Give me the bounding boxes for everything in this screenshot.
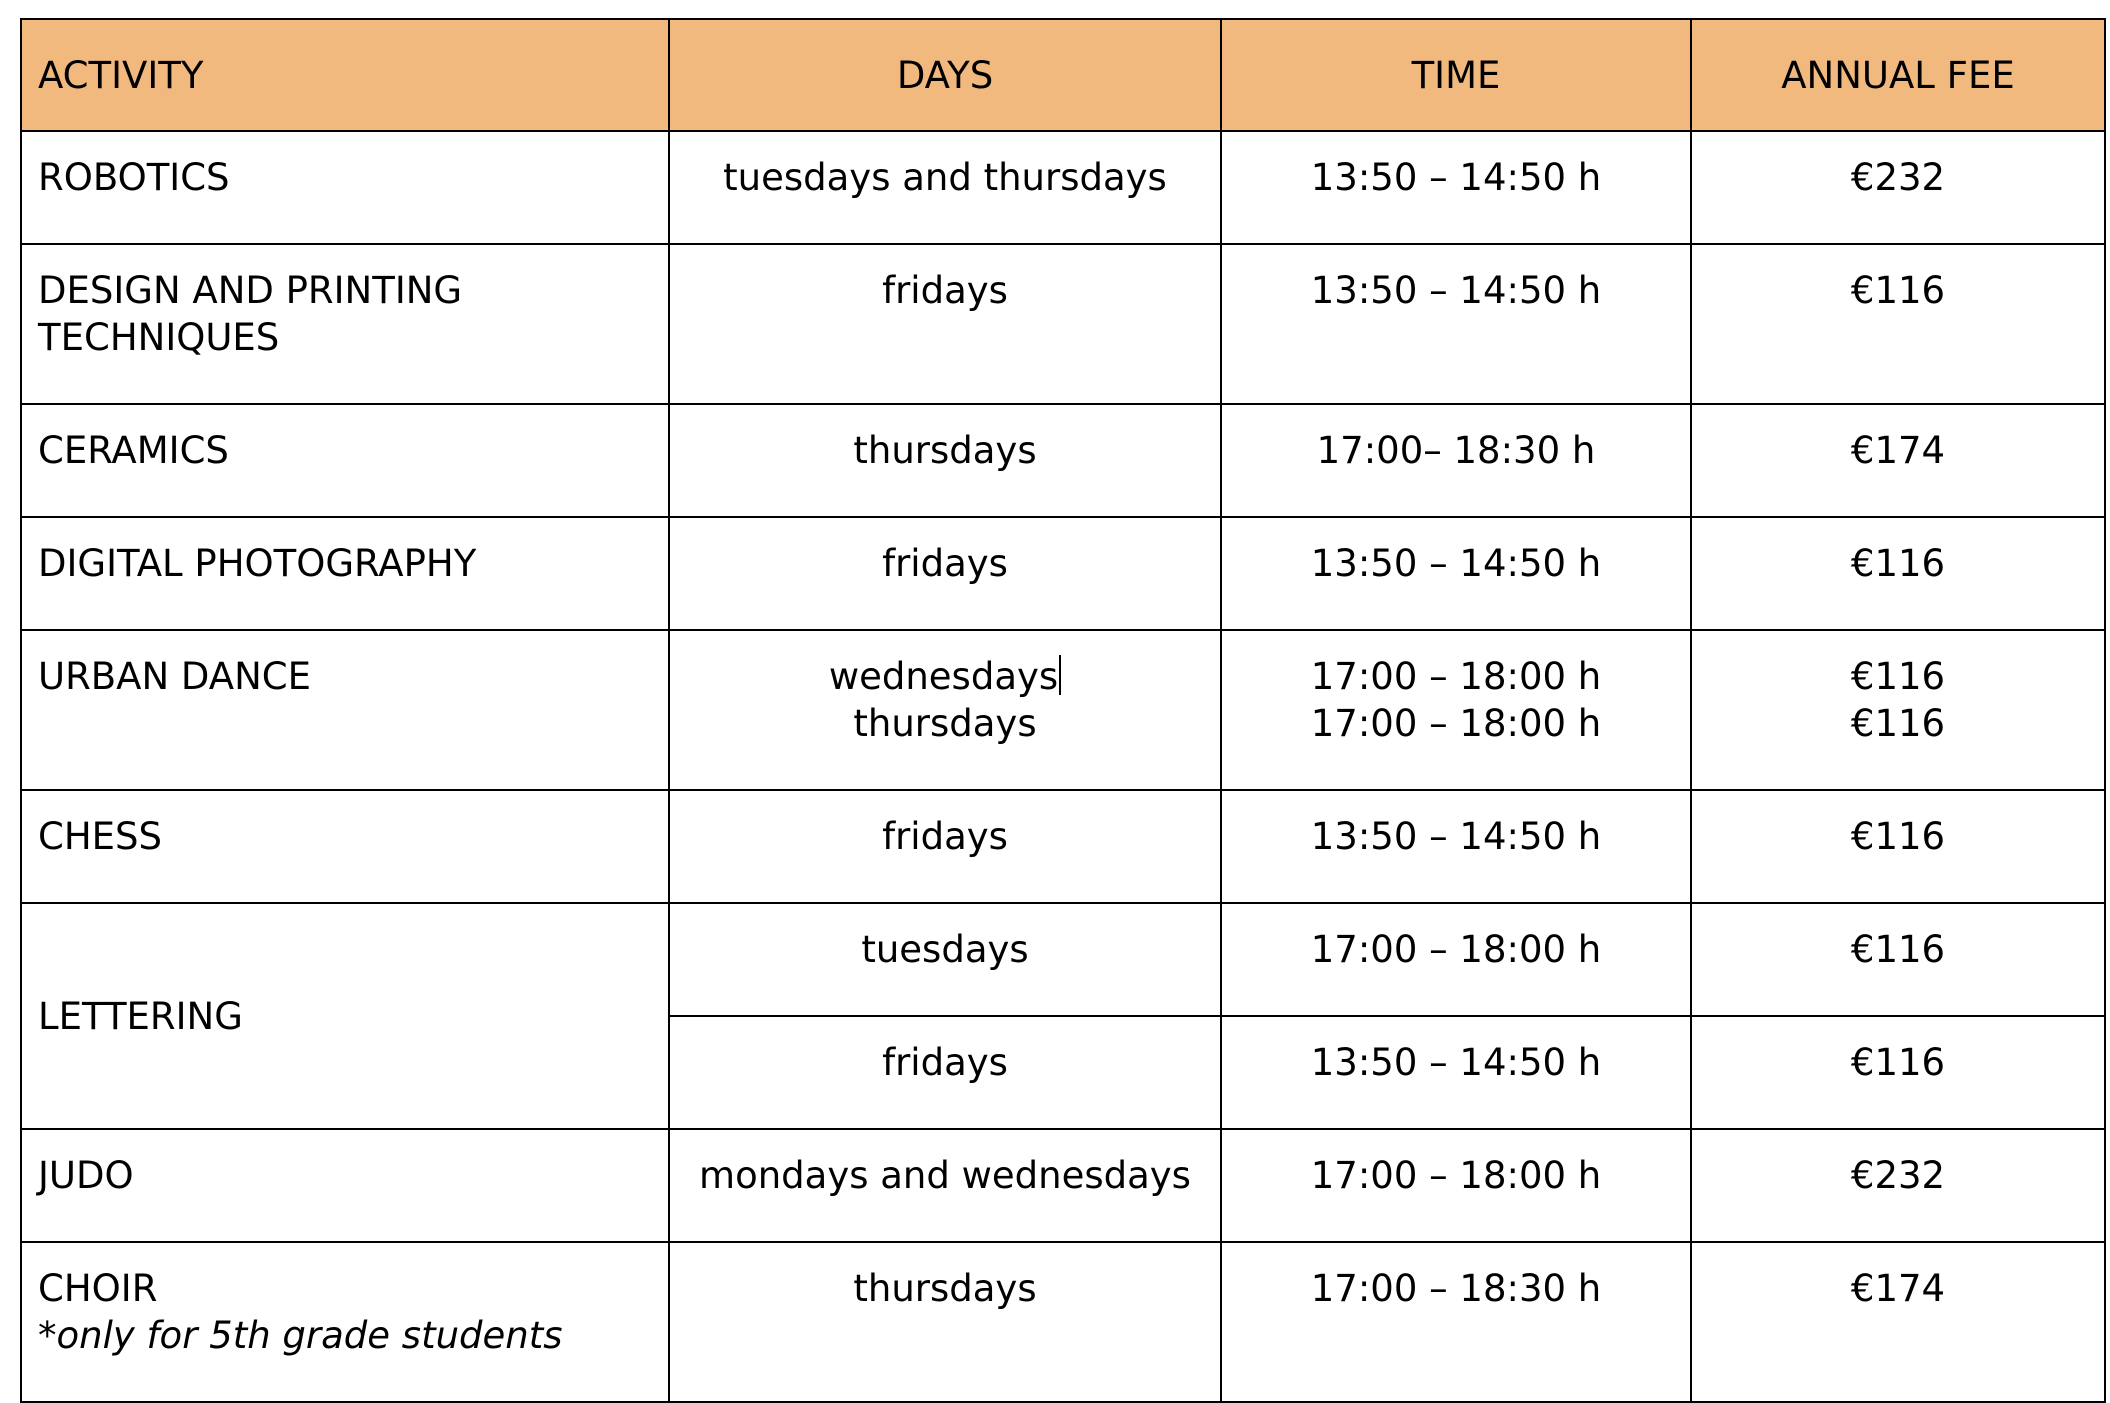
table-row [21,630,2105,790]
time-cell: 17:00 – 18:00 h [1221,903,1691,1016]
activities-schedule-table [20,18,2106,1403]
table-row [21,903,2105,1016]
days-cell: fridays [669,790,1221,903]
days-line [686,653,1204,700]
time-cell: 17:00– 18:30 h [1221,404,1691,517]
fee-cell: €174 [1691,404,2105,517]
table-row [21,404,2105,517]
activity-cell: CHESS [21,790,669,903]
time-cell: 13:50 – 14:50 h [1221,1016,1691,1129]
activity-note: *only for 5th grade students [38,1314,563,1357]
days-cell: mondays and wednesdays [669,1129,1221,1242]
time-cell [1221,630,1691,790]
time-cell: 13:50 – 14:50 h [1221,131,1691,244]
activity-label: DESIGN AND PRINTING TECHNIQUES [38,269,463,359]
fee-cell: €174 [1691,1242,2105,1402]
fee-cell: €116 [1691,903,2105,1016]
header-time: TIME [1221,19,1691,131]
activity-cell: JUDO [21,1129,669,1242]
activity-cell: CERAMICS [21,404,669,517]
days-line: thursdays [853,702,1037,745]
table-row [21,1129,2105,1242]
header-row [21,19,2105,131]
table-row [21,1242,2105,1402]
table-header [21,19,2105,131]
table-body [21,131,2105,1402]
fee-cell: €232 [1691,131,2105,244]
days-cell [669,630,1221,790]
fee-cell: €116 [1691,790,2105,903]
days-text: wednesdays [828,655,1059,698]
days-cell: tuesdays [669,903,1221,1016]
table-row [21,790,2105,903]
time-cell: 17:00 – 18:00 h [1221,1129,1691,1242]
fee-cell [1691,630,2105,790]
days-cell: fridays [669,244,1221,404]
time-cell: 13:50 – 14:50 h [1221,244,1691,404]
header-annual-fee: ANNUAL FEE [1691,19,2105,131]
table-row [21,131,2105,244]
activity-cell: LETTERING [21,903,669,1129]
header-activity: ACTIVITY [21,19,669,131]
activity-cell: ROBOTICS [21,131,669,244]
fee-line: €116 [1850,655,1946,698]
fee-cell: €116 [1691,517,2105,630]
activity-cell [21,1242,669,1402]
activity-cell: URBAN DANCE [21,630,669,790]
activity-label: CHOIR [38,1267,158,1310]
header-days: DAYS [669,19,1221,131]
time-line: 17:00 – 18:00 h [1310,655,1602,698]
days-cell: tuesdays and thursdays [669,131,1221,244]
time-cell: 13:50 – 14:50 h [1221,790,1691,903]
fee-cell: €116 [1691,244,2105,404]
time-cell: 13:50 – 14:50 h [1221,517,1691,630]
activity-cell: DIGITAL PHOTOGRAPHY [21,517,669,630]
table-row [21,517,2105,630]
days-cell: fridays [669,1016,1221,1129]
time-cell: 17:00 – 18:30 h [1221,1242,1691,1402]
activity-cell [21,244,669,404]
fee-cell: €116 [1691,1016,2105,1129]
fee-line: €116 [1850,702,1946,745]
time-line: 17:00 – 18:00 h [1310,702,1602,745]
fee-cell: €232 [1691,1129,2105,1242]
text-cursor [1059,655,1061,695]
days-cell: thursdays [669,404,1221,517]
table-row [21,244,2105,404]
days-cell: fridays [669,517,1221,630]
days-cell: thursdays [669,1242,1221,1402]
